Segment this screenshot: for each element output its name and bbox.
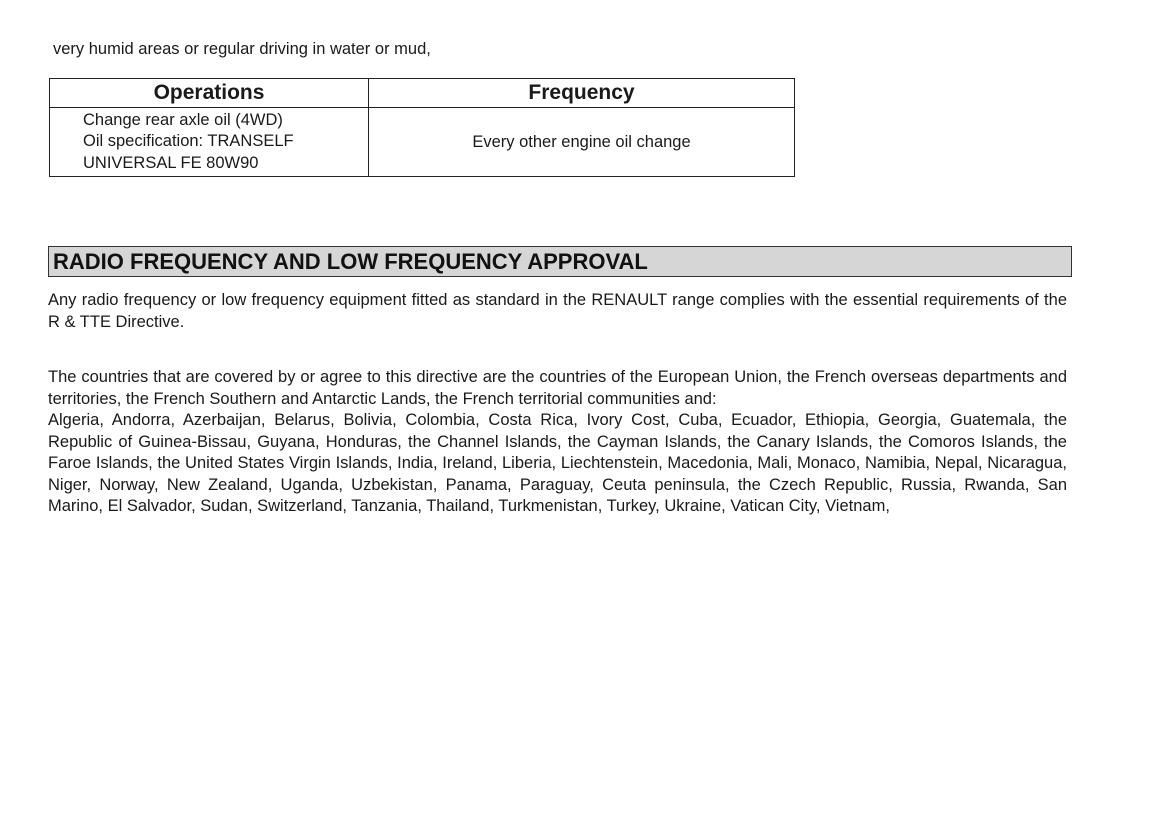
- approval-paragraph: Any radio frequency or low frequency equipment fitted as standard in the RENAULT range complies with the essential requirements of the R & TTE Directive.: [48, 291, 1067, 331]
- countries-list: Algeria, Andorra, Azerbaijan, Belarus, Bolivia, Colombia, Costa Rica, Ivory Cost, Cuba, Ecuador, Ethiopia, Georgia, Guatemala, the Republic of Guinea-Bissau, Guyana, Honduras, the Channel Islands, the Cayman Islands, the Canary Islands, the Comoros Islands, the Faroe Islands, the United States Virgin Islands, India, Ireland, Liberia, Liechtenstein, Macedonia, Mali, Monaco, Namibia, Nepal, Nicaragua, Niger, Norway, New Zealand, Uganda, Uzbekistan, Panama, Paraguay, Ceuta peninsula, the Czech Republic, Russia, Rwanda, San Marino, El Salvador, Sudan, Switzerland, Tanzania, Thailand, Turkmenistan, Turkey, Ukraine, Vatican City, Vietnam,: [48, 411, 1067, 515]
- section-title: RADIO FREQUENCY AND LOW FREQUENCY APPROVAL: [48, 246, 1072, 277]
- table-header-row: [50, 79, 795, 108]
- frequency-cell: Every other engine oil change: [369, 108, 795, 177]
- operations-table: [49, 78, 795, 177]
- countries-paragraph: [48, 367, 1067, 518]
- countries-intro: The countries that are covered by or agree to this directive are the countries of the European Union, the French overseas departments and territories, the French Southern and Antarctic Lands, the French territorial communities and:: [48, 368, 1067, 408]
- table-row: [50, 108, 795, 177]
- operation-cell: [50, 108, 369, 177]
- frequency-header: Frequency: [369, 79, 795, 108]
- operation-line: Change rear axle oil (4WD): [83, 110, 283, 129]
- operations-header: Operations: [50, 79, 369, 108]
- intro-text: very humid areas or regular driving in water or mud,: [53, 40, 431, 58]
- operation-line: Oil specification: TRANSELF: [83, 132, 294, 151]
- operation-line: UNIVERSAL FE 80W90: [83, 153, 259, 172]
